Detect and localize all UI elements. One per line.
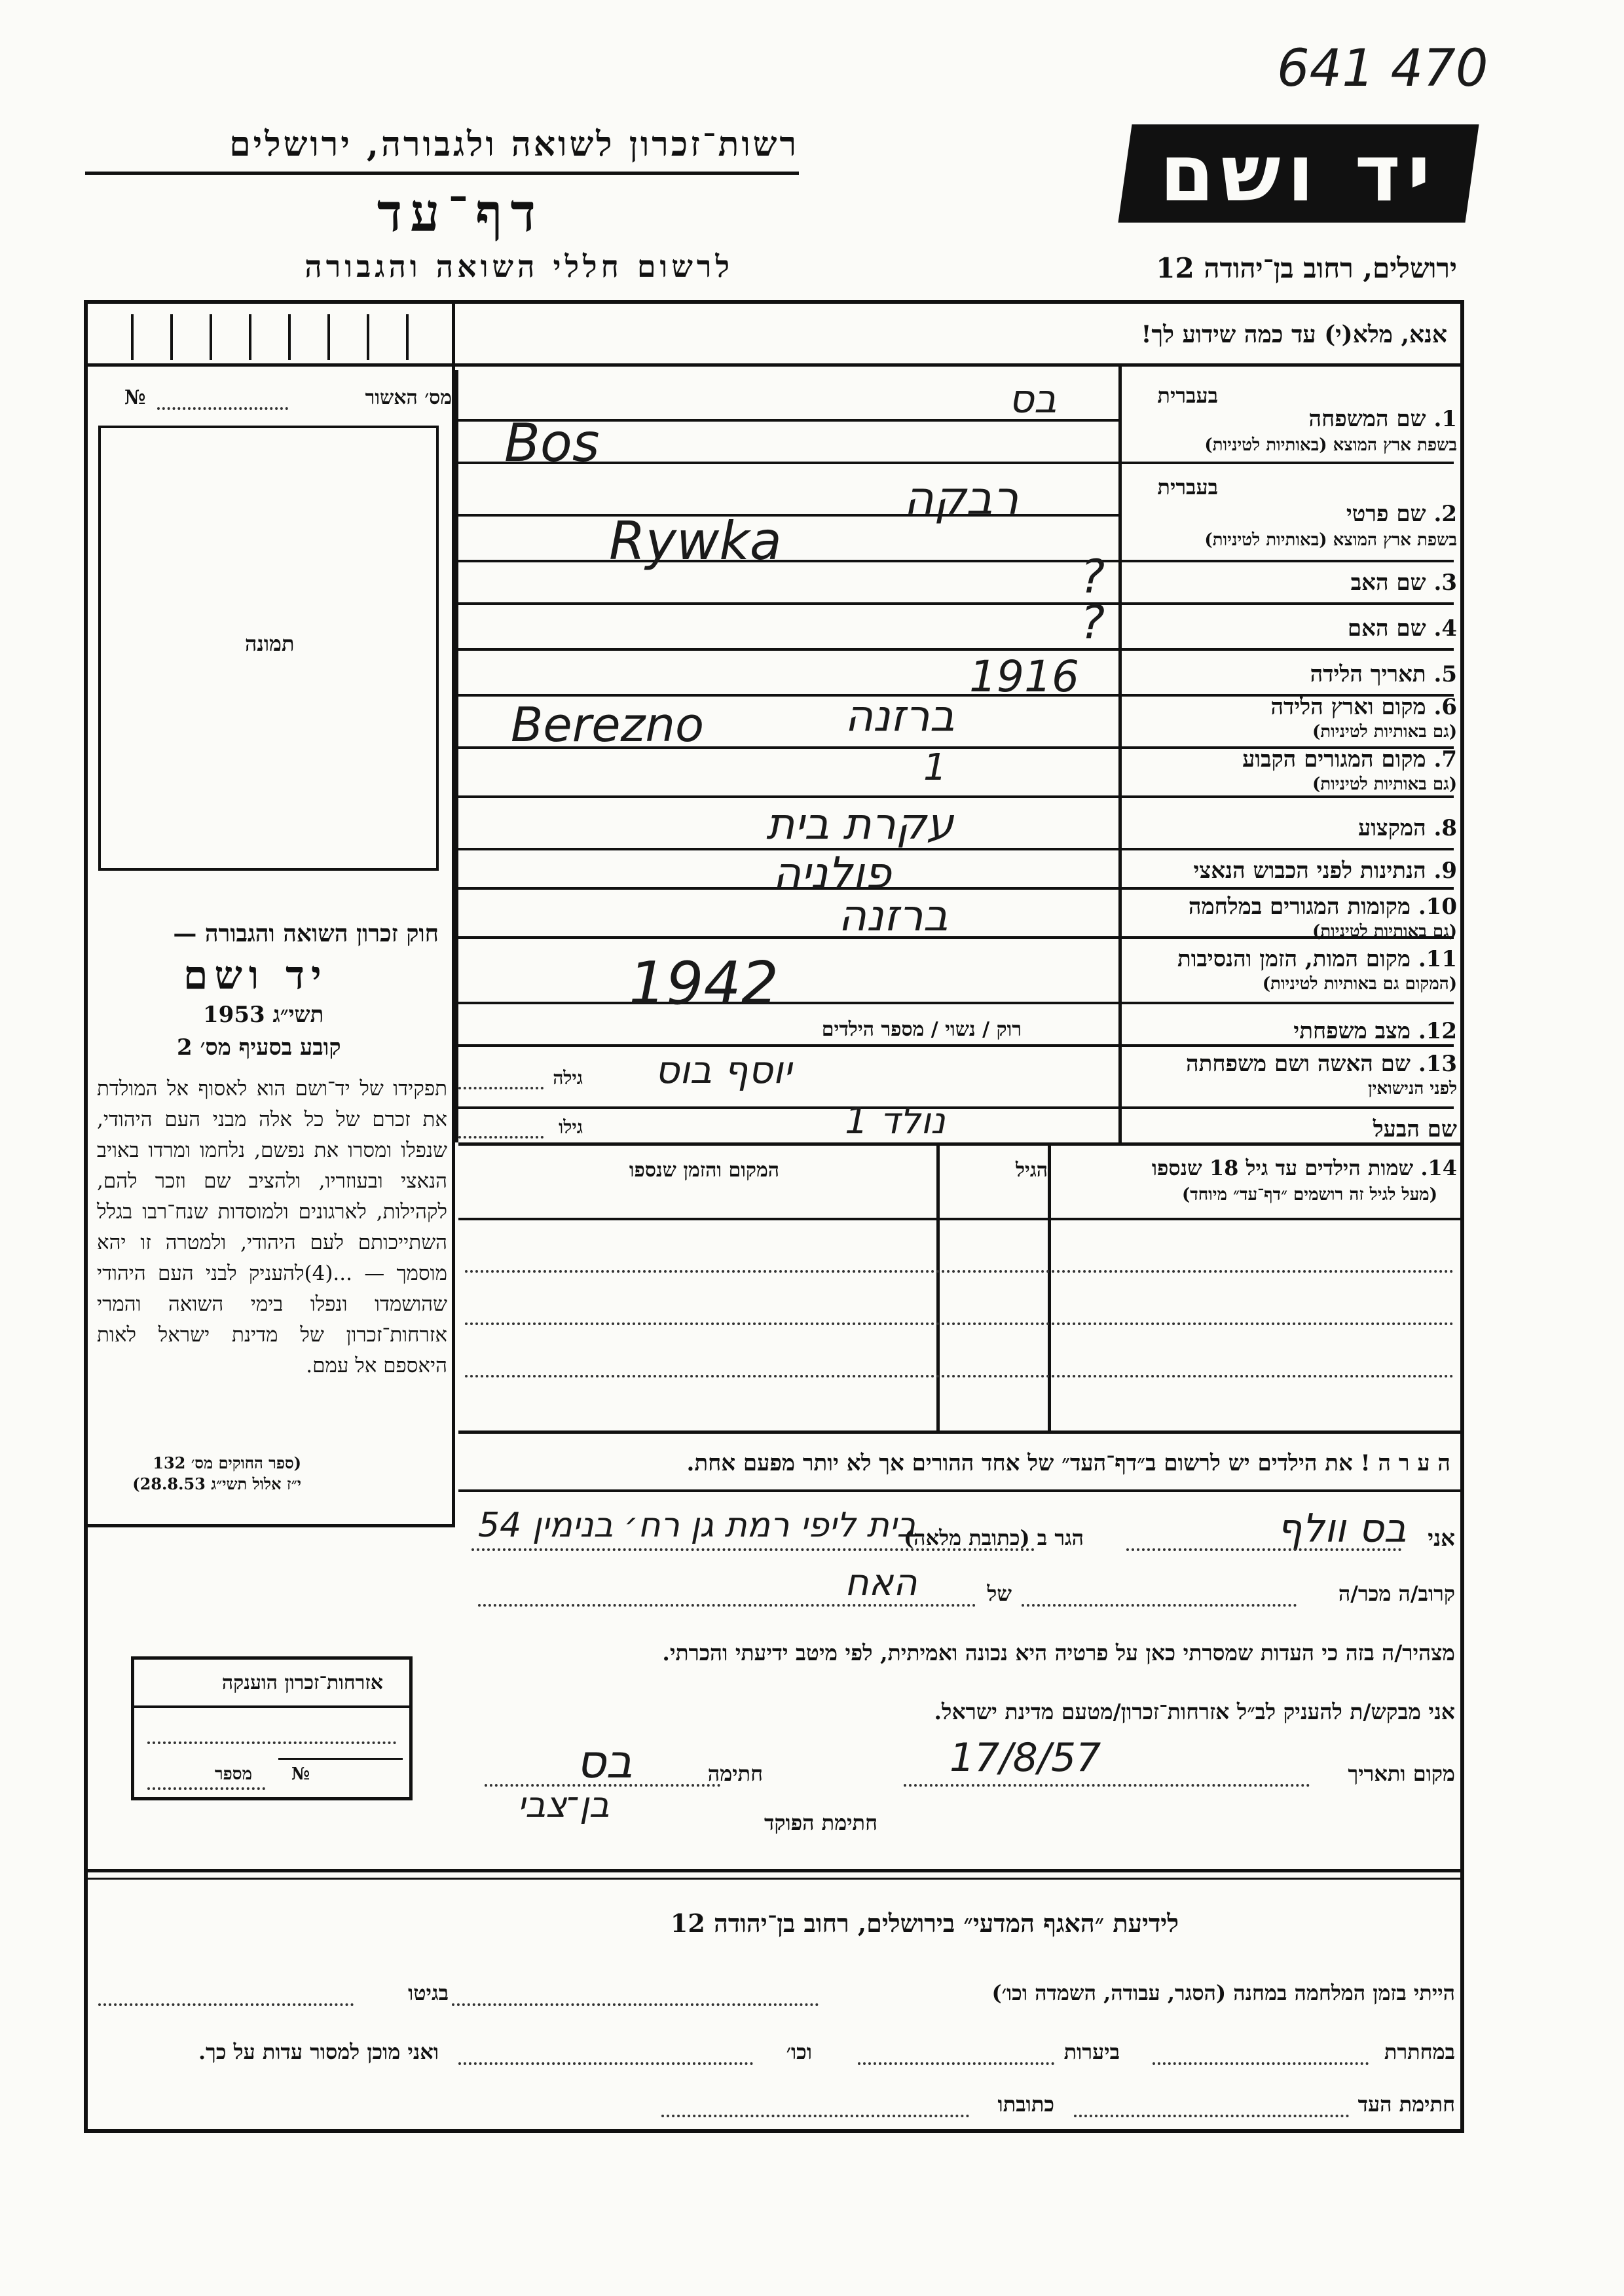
- declarant-address-value: בית ליפי רמת גן רח׳ בנימין 54: [478, 1506, 917, 1545]
- signature-label: חתימה: [707, 1761, 763, 1786]
- residence-value: 1: [923, 746, 947, 789]
- witness-address-label: כתובתו: [997, 2092, 1054, 2117]
- declarant-label: אני: [1428, 1525, 1455, 1552]
- approval-number-label: מס׳ האשור: [365, 386, 452, 409]
- witness-signature-label: חתימת העד: [1357, 2092, 1455, 2117]
- field-11-label: 11. מקום המות, הזמן והנסיבות: [1177, 946, 1457, 972]
- citizenship-no-symbol: №: [291, 1764, 310, 1784]
- field-12-status-label: רוק / נשוי / מספר הילדים: [821, 1018, 1022, 1041]
- field-6-sub: (גם באותיות לטיניות): [1312, 722, 1457, 742]
- birthplace-latin-value: Berezno: [511, 697, 705, 752]
- field-7-sub: (גם באותיות לטיניות): [1312, 774, 1457, 794]
- field-3-label: 3. שם האב: [1350, 570, 1457, 596]
- photo-box: [98, 426, 439, 871]
- field-2-sub: בשפת ארץ המוצא (באותיות לטיניות): [1204, 530, 1457, 550]
- fill-request: אנא, מלא(י) עד כמה שידוע לך!: [1141, 321, 1447, 348]
- field-6-label: 6. מקום וארץ הלידה: [1270, 694, 1457, 720]
- husband-label: שם הבעל: [1373, 1116, 1457, 1142]
- underground-label: במחתרת: [1384, 2039, 1455, 2064]
- children-age-header: הגיל: [1015, 1159, 1048, 1182]
- nationality-value: פולניה: [773, 848, 892, 898]
- relation-value: האח: [845, 1561, 917, 1604]
- logo-text: יד ושם: [1160, 128, 1437, 219]
- law-year: תשי״ג 1953: [203, 1002, 324, 1028]
- field-11-sub: (המקום גם באותיות לטיניות): [1262, 974, 1457, 994]
- field-2-label: 2. שם פרטי: [1346, 501, 1457, 527]
- children-note: ה ע ר ה ! את הילדים יש לרשום ב״דף־העד״ של אחד ההורים אך לא יותר מפעם אחת.: [686, 1450, 1450, 1476]
- bottom-title: לידיעת ״האגף המדעי״ בירושלים, רחוב בן־יהודה 12: [670, 1908, 1179, 1938]
- official-signature-value: בן־צבי: [517, 1784, 610, 1825]
- citizenship-title: אזרחות־זכרון הוענקה: [221, 1671, 383, 1694]
- wife-name-value: יוסף בוס: [655, 1048, 792, 1092]
- form-title: דף־עד: [377, 182, 544, 244]
- address-label: הגר ב (כתובת מלאה): [904, 1525, 1084, 1550]
- field-5-label: 5. תאריך הלידה: [1310, 661, 1457, 687]
- camp-label: הייתי בזמן המלחמה במחנה (הסגר, עבודה, השמדה וכו׳): [991, 1980, 1455, 2005]
- field-2-hebrew-tag: בעברית: [1157, 475, 1218, 500]
- citizenship-request: אני מבקש/ת להעניק לב״ל אזרחות־זכרון/מטעם מדינת ישראל.: [934, 1699, 1455, 1724]
- husband-age-label: גילו: [559, 1116, 583, 1138]
- wartime-residence-value: ברזנה: [838, 890, 948, 941]
- approval-no-symbol: №: [124, 386, 146, 409]
- surname-hebrew-value: בס: [1008, 376, 1057, 422]
- authority-name: רשות־זכרון לשואה ולגבורה, ירושלים: [229, 124, 799, 164]
- citizenship-box: [131, 1656, 413, 1800]
- address: ירושלים, רחוב בן־יהודה 12: [1156, 252, 1457, 284]
- surname-latin-value: Bos: [504, 412, 600, 473]
- citizenship-number-label: מספר: [214, 1764, 252, 1784]
- law-clause: קובע בסעיף מס׳ 2: [177, 1034, 341, 1061]
- husband-name-value: נולד 1: [845, 1100, 946, 1142]
- tick-boxes: [92, 308, 445, 367]
- firstname-hebrew-value: רבקה: [904, 471, 1019, 525]
- header-rule: [85, 172, 799, 175]
- relation-of-label: של: [987, 1581, 1012, 1606]
- field-12-label: 12. מצב משפחתי: [1293, 1018, 1457, 1044]
- law-reference-2: י״ז אלול תשי״ג 28.8.53): [132, 1474, 301, 1493]
- signature-value: בס: [576, 1735, 633, 1789]
- place-date-value: 17/8/57: [950, 1735, 1101, 1781]
- form-subtitle: לרשום חללי השואה והגבורה: [304, 249, 733, 284]
- occupation-value: עקרת בית: [766, 799, 954, 849]
- photo-label: תמונה: [245, 631, 295, 656]
- official-signature-label: חתימת הפוקד: [764, 1810, 877, 1835]
- birthplace-hebrew-value: ברזנה: [845, 691, 955, 741]
- children-sub: (מעל לגיל זה רושמים ״דף־עד״ מיוחד): [1181, 1185, 1437, 1205]
- law-reference-1: (ספר החוקים מס׳ 132: [153, 1453, 301, 1472]
- field-1-label: 1. שם המשפחה: [1308, 406, 1457, 432]
- archive-number: 641 470: [1277, 39, 1488, 98]
- field-13-label: 13. שם האשה ושם משפחתה: [1186, 1051, 1457, 1077]
- children-label: 14. שמות הילדים עד גיל 18 שנספו: [1151, 1156, 1457, 1180]
- ghetto-label: בגיטו: [408, 1980, 449, 2005]
- law-title: חוק זכרון השואה והגבורה —: [173, 920, 439, 947]
- place-date-label: מקום ותאריך: [1348, 1761, 1455, 1786]
- death-place-value: 1942: [629, 949, 779, 1018]
- testimony-label: ואני מוכן למסור עדות על כך.: [198, 2039, 439, 2064]
- declaration-statement: מצהיר/ה בזה כי העדות שמסרתי כאן על פרטיה היא נכונה ואמיתית, לפי מיטב ידיעתי והכרתי.: [662, 1640, 1455, 1666]
- forests-label: ביערות: [1063, 2039, 1120, 2064]
- yad-vashem-logo: [1118, 124, 1479, 223]
- father-name-value: ?: [1080, 550, 1105, 604]
- field-8-label: 8. המקצוע: [1357, 815, 1457, 841]
- law-name: יד ושם: [183, 953, 328, 998]
- field-13-age-label: גילה: [553, 1067, 583, 1089]
- mother-name-value: ?: [1080, 596, 1105, 649]
- field-10-sub: (גם באותיות לטיניות): [1312, 922, 1457, 941]
- relation-label: קרוב/ה מכר/ה: [1338, 1581, 1455, 1606]
- birth-date-value: 1916: [969, 651, 1079, 702]
- field-1-sub: בשפת ארץ המוצא (באותיות לטיניות): [1204, 435, 1457, 455]
- firstname-latin-value: Rywka: [609, 511, 782, 572]
- field-9-label: 9. הנתינות לפני הכבוש הנאצי: [1193, 858, 1457, 884]
- field-1-hebrew-tag: בעברית: [1157, 383, 1218, 408]
- field-4-label: 4. שם האם: [1347, 615, 1457, 642]
- field-10-label: 10. מקומות המגורים במלחמה: [1188, 894, 1457, 920]
- declarant-name-value: בס וולף: [1277, 1506, 1407, 1552]
- law-text: תפקידו של יד־ושם הוא לאסוף אל המולדת את זכרם של כל אלה מבני העם היהודי, שנפלו ומסרו את נפשם, נלחמו ומרדו באויב הנאצי ובעוזריו, ולהציב שם וזכר להם, לקהילות, לארגונים ולמוסדות שנח־רבו בגלל השתייכותם לעם היהודי, ולמטרה זו יהא מוסמך — ...(4)להעניק לבני העם היהודי שהושמדו ונפלו בימי השואה והמרי אזרחות־זכרון של מדינת ישראל לאות היאספם אל עמם.: [97, 1077, 447, 1377]
- children-place-header: המקום והזמן שנספו: [629, 1159, 779, 1182]
- field-7-label: 7. מקום המגורים הקבוע: [1242, 746, 1457, 773]
- field-13-sub: לפני הנישואין: [1367, 1079, 1457, 1099]
- etc-label: וכו׳: [786, 2039, 812, 2064]
